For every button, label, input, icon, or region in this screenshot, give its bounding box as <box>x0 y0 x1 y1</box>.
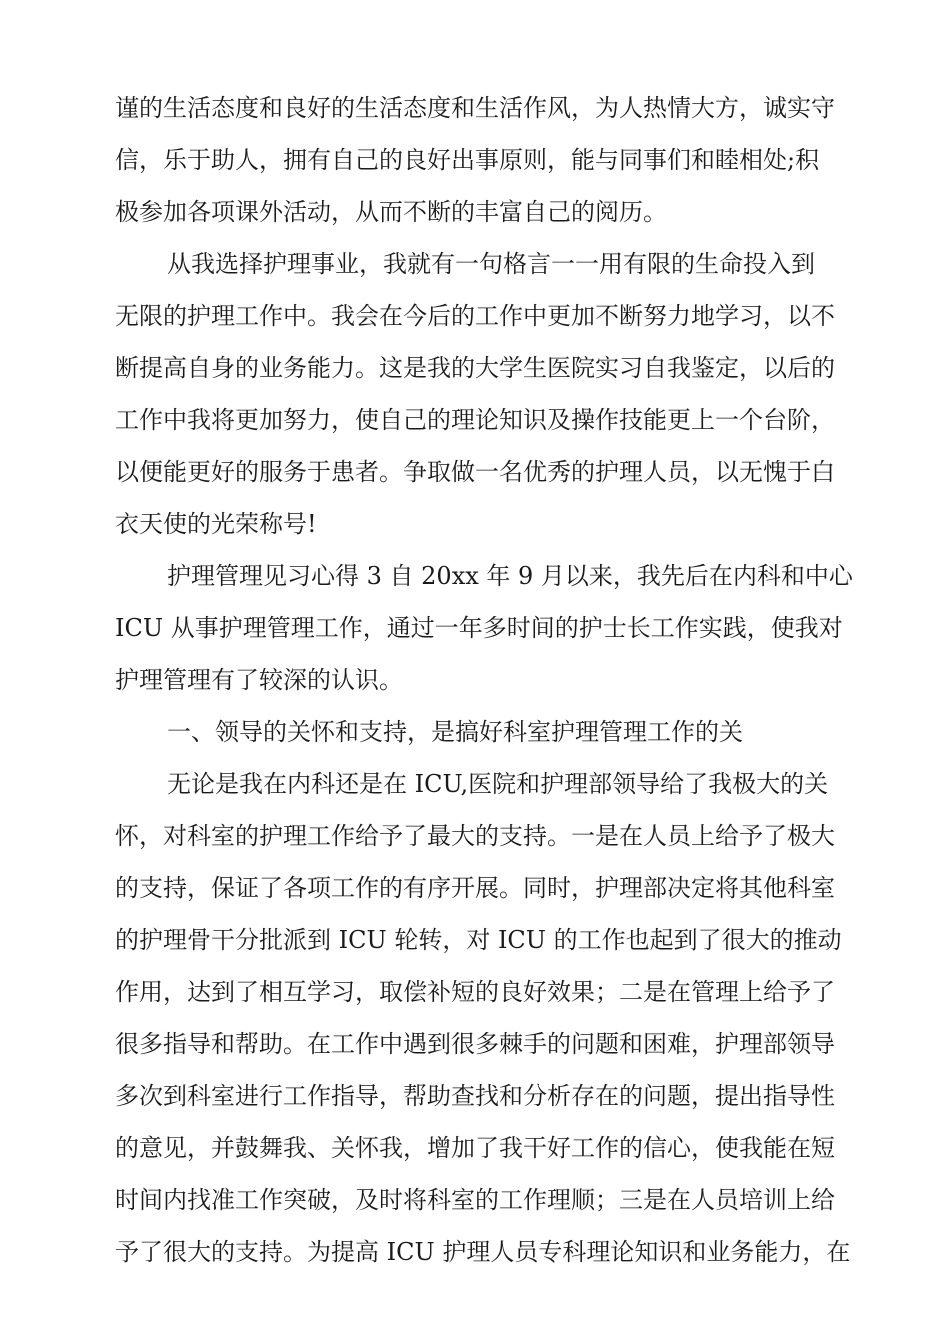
text-line: 无限的护理工作中。我会在今后的工作中更加不断努力地学习，以不 <box>115 302 835 330</box>
text-line: 予了很大的支持。为提高 ICU 护理人员专科理论知识和业务能力，在 <box>115 1238 851 1266</box>
text-line: 衣天使的光荣称号! <box>115 510 317 538</box>
text-line: 谨的生活态度和良好的生活态度和生活作风，为人热情大方，诚实守 <box>115 94 835 122</box>
text-line: 时间内找准工作突破，及时将科室的工作理顺；三是在人员培训上给 <box>115 1186 835 1214</box>
text-line: 以便能更好的服务于患者。争取做一名优秀的护理人员，以无愧于白 <box>115 458 835 486</box>
text-line: 的护理骨干分批派到 ICU 轮转，对 ICU 的工作也起到了很大的推动 <box>115 926 842 954</box>
text-line: 护理管理见习心得 3 自 20xx 年 9 月以来，我先后在内科和中心 <box>167 562 853 590</box>
text-line: 怀，对科室的护理工作给予了最大的支持。一是在人员上给予了极大 <box>115 822 835 850</box>
text-line: 信，乐于助人，拥有自己的良好出事原则，能与同事们和睦相处;积 <box>115 146 820 174</box>
text-line: ICU 从事护理管理工作，通过一年多时间的护士长工作实践，使我对 <box>115 614 843 642</box>
text-line: 很多指导和帮助。在工作中遇到很多棘手的问题和困难，护理部领导 <box>115 1030 835 1058</box>
text-line: 护理管理有了较深的认识。 <box>115 666 403 694</box>
document-body <box>115 82 863 1278</box>
text-line: 一、领导的关怀和支持，是搞好科室护理管理工作的关 <box>167 718 743 746</box>
text-line: 作用，达到了相互学习，取偿补短的良好效果；二是在管理上给予了 <box>115 978 835 1006</box>
text-line: 多次到科室进行工作指导，帮助查找和分析存在的问题，提出指导性 <box>115 1082 835 1110</box>
text-line: 断提高自身的业务能力。这是我的大学生医院实习自我鉴定，以后的 <box>115 354 835 382</box>
text-line: 工作中我将更加努力，使自己的理论知识及操作技能更上一个台阶， <box>115 406 835 434</box>
text-line: 的支持，保证了各项工作的有序开展。同时，护理部决定将其他科室 <box>115 874 835 902</box>
text-line: 从我选择护理事业，我就有一句格言一一用有限的生命投入到 <box>167 250 815 278</box>
text-line: 极参加各项课外活动，从而不断的丰富自己的阅历。 <box>115 198 667 226</box>
text-line: 的意见，并鼓舞我、关怀我，增加了我干好工作的信心，使我能在短 <box>115 1134 835 1162</box>
text-line: 无论是我在内科还是在 ICU,医院和护理部领导给了我极大的关 <box>167 770 829 798</box>
